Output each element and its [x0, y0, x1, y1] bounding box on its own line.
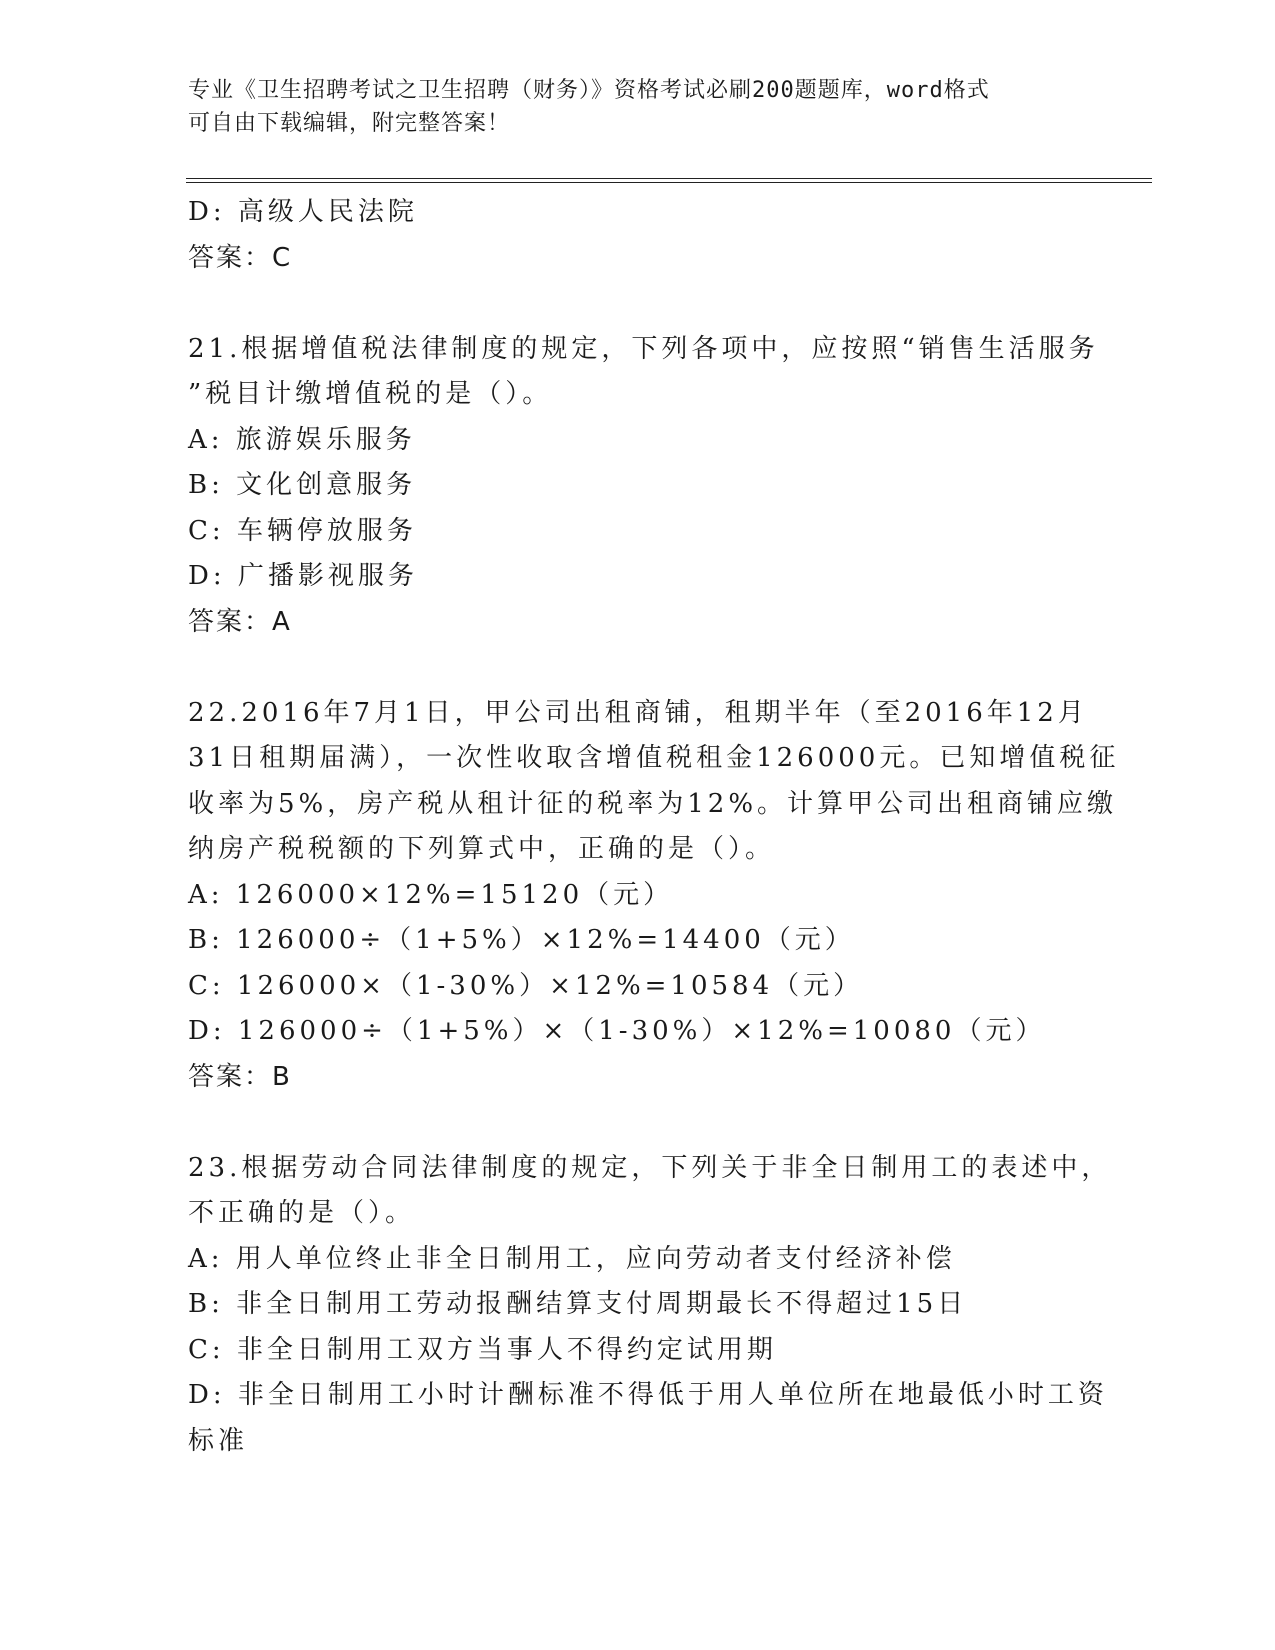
question-21 [188, 327, 1099, 646]
option-c: C: 非全日制用工双方当事人不得约定试用期 [188, 1334, 777, 1365]
option-a: A: 用人单位终止非全日制用工，应向劳动者支付经济补偿 [188, 1243, 956, 1274]
spacer [188, 1100, 1088, 1146]
option-d: D: 126000÷（1+5%）×（1-30%）×12%=10080（元） [188, 1016, 1046, 1046]
option-a: A: 126000×12%=15120（元） [188, 879, 674, 910]
option-d: D: 非全日制用工小时计酬标准不得低于用人单位所在地最低小时工资 [188, 1380, 1108, 1410]
option-c: C: 126000×（1-30%）×12%=10584（元） [188, 970, 864, 1001]
prev-answer: 答案：C [188, 242, 293, 273]
answer: 答案：A [188, 606, 292, 637]
prev-option-d: D: 高级人民法院 [188, 197, 418, 227]
question-stem: ”税目计缴增值税的是（）。 [188, 379, 553, 409]
question-stem: 23.根据劳动合同法律制度的规定，下列关于非全日制用工的表述中， [188, 1152, 1112, 1183]
question-stem: 21.根据增值税法律制度的规定，下列各项中，应按照“销售生活服务 [188, 333, 1099, 364]
answer: 答案：B [188, 1061, 292, 1092]
header-line-2: 可自由下载编辑，附完整答案！ [188, 111, 511, 136]
question-stem: 31日租期届满），一次性收取含增值税租金126000元。已知增值税征 [188, 743, 1120, 773]
question-stem: 不正确的是（）。 [188, 1198, 416, 1228]
question-22 [188, 691, 1120, 1101]
option-b: B: 文化创意服务 [188, 470, 417, 500]
option-b: B: 126000÷（1+5%）×12%=14400（元） [188, 925, 855, 955]
option-c: C: 车辆停放服务 [188, 515, 417, 546]
spacer [188, 281, 1088, 327]
option-a: A: 旅游娱乐服务 [188, 424, 416, 455]
header-divider [186, 178, 1152, 183]
question-stem: 22.2016年7月1日，甲公司出租商铺，租期半年（至2016年12月 [188, 697, 1088, 728]
option-b: B: 非全日制用工劳动报酬结算支付周期最长不得超过15日 [188, 1289, 968, 1319]
option-d: D: 广播影视服务 [188, 561, 418, 591]
document-header [188, 74, 1068, 140]
question-23 [188, 1146, 1112, 1465]
question-content [188, 190, 1120, 1464]
question-stem: 纳房产税税额的下列算式中，正确的是（）。 [188, 834, 776, 864]
header-line-1: 专业《卫生招聘考试之卫生招聘（财务）》资格考试必刷200题题库，word格式 [188, 78, 990, 103]
question-stem: 收率为5%，房产税从租计征的税率为12%。计算甲公司出租商铺应缴 [188, 788, 1118, 819]
option-d-continued: 标准 [188, 1425, 249, 1456]
spacer [188, 645, 1088, 691]
